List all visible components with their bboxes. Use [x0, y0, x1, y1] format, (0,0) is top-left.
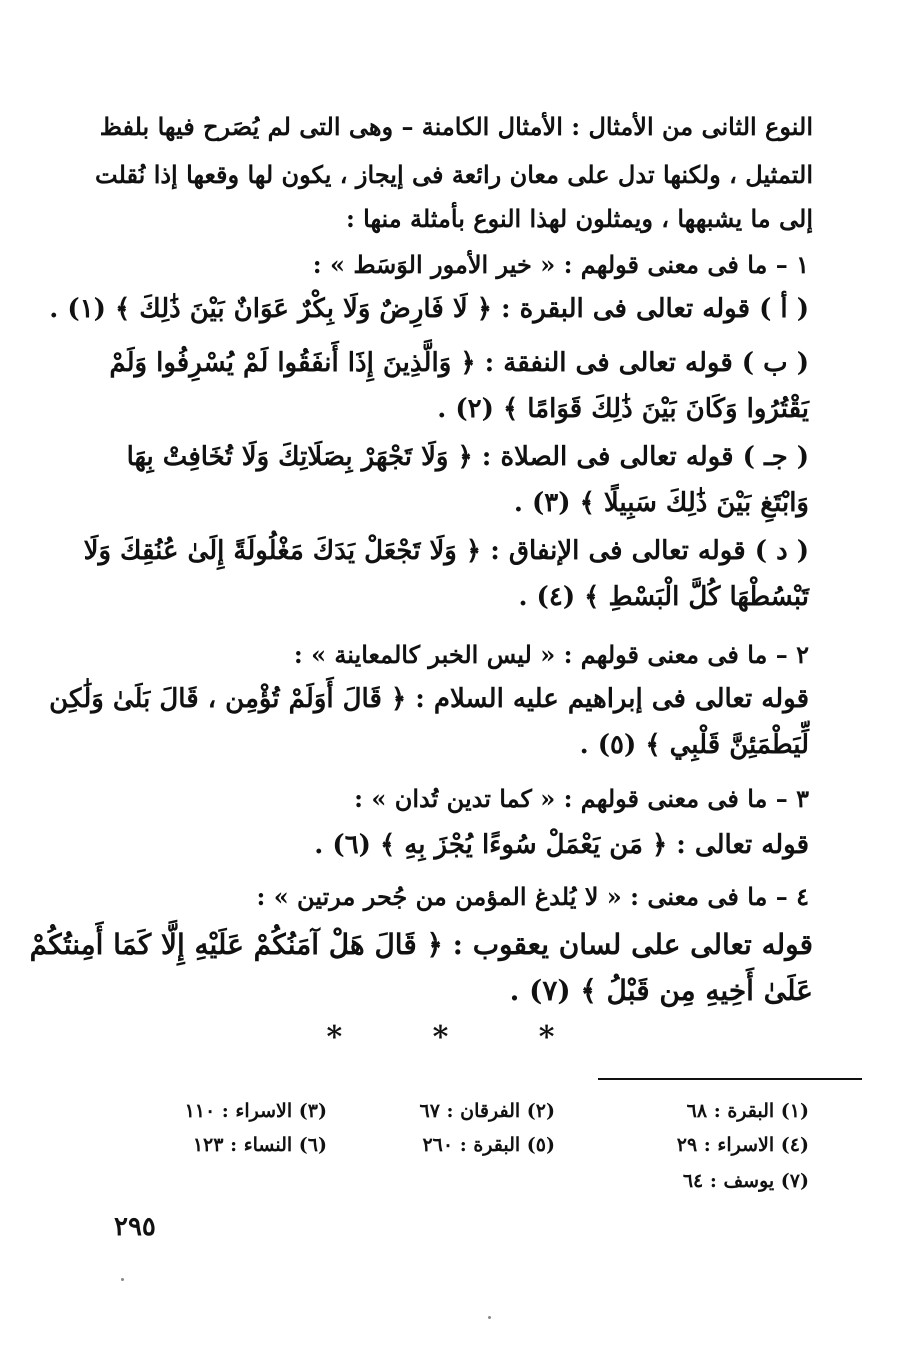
footnote-6: (٦) النساء : ١٢٣: [192, 1134, 327, 1156]
footnote-3: (٣) الاسراء : ١١٠: [184, 1100, 327, 1122]
item1-c-line-1: ( جـ ) قوله تعالى فى الصلاة : ﴿ وَلَا تَجْهَرْ بِصَلَاتِكَ وَلَا تُخَافِتْ بِهَا: [126, 442, 809, 472]
item1-heading: ١ – ما فى معنى قولهم : « خير الأمور الوَسَط » :: [312, 250, 809, 279]
item1-b-line-2: يَقْتُرُوا وَكَانَ بَيْنَ ذَٰلِكَ قَوَامًا ﴾ (٢) .: [437, 394, 809, 424]
footnote-1: (١) البقرة : ٦٨: [686, 1100, 809, 1122]
item4-line-2: عَلَىٰ أَخِيهِ مِن قَبْلُ ﴾ (٧) .: [509, 974, 813, 1007]
page-number: ٢٩٥: [114, 1212, 156, 1242]
intro-line-2: التمثيل ، ولكنها تدل على معان رائعة فى إيجاز ، يكون لها وقعها إذا نُقلت: [95, 160, 813, 189]
intro-line-1: النوع الثانى من الأمثال : الأمثال الكامنة – وهى التى لم يُصَرح فيها بلفظ: [99, 112, 813, 141]
item2-line-2: لِّيَطْمَئِنَّ قَلْبِي ﴾ (٥) .: [579, 730, 809, 760]
item2-line-1: قوله تعالى فى إبراهيم عليه السلام : ﴿ قَالَ أَوَلَمْ تُؤْمِن ، قَالَ بَلَىٰ وَلَٰكِن: [49, 684, 809, 714]
item3-heading: ٣ – ما فى معنى قولهم : « كما تدين تُدان » :: [354, 784, 809, 813]
item1-a-verse: ( أ ) قوله تعالى فى البقرة : ﴿ لَا فَارِضٌ وَلَا بِكْرٌ عَوَانٌ بَيْنَ ذَٰلِكَ ﴾ (١) .: [49, 294, 809, 324]
footnote-7: (٧) يوسف : ٦٤: [682, 1170, 809, 1192]
item2-heading: ٢ – ما فى معنى قولهم : « ليس الخبر كالمعاينة » :: [293, 640, 809, 669]
footnote-5: (٥) البقرة : ٢٦٠: [422, 1134, 555, 1156]
item1-d-line-2: تَبْسُطْهَا كُلَّ الْبَسْطِ ﴾ (٤) .: [518, 582, 809, 612]
item1-c-line-2: وَابْتَغِ بَيْنَ ذَٰلِكَ سَبِيلًا ﴾ (٣) .: [513, 488, 809, 518]
item1-b-line-1: ( ب ) قوله تعالى فى النفقة : ﴿ وَالَّذِينَ إِذَا أَنفَقُوا لَمْ يُسْرِفُوا وَلَمْ: [109, 348, 809, 378]
intro-line-3: إلى ما يشبهها ، ويمثلون لهذا النوع بأمثلة منها :: [345, 204, 813, 233]
footnote-2: (٢) الفرقان : ٦٧: [419, 1100, 555, 1122]
item1-d-line-1: ( د ) قوله تعالى فى الإنفاق : ﴿ وَلَا تَجْعَلْ يَدَكَ مَغْلُولَةً إِلَىٰ عُنُقِكَ وَلَا: [83, 536, 809, 566]
item3-verse: قوله تعالى : ﴿ مَن يَعْمَلْ سُوءًا يُجْزَ بِهِ ﴾ (٦) .: [314, 830, 809, 860]
section-separator: * * *: [326, 1020, 595, 1055]
scan-speck: [488, 1316, 491, 1319]
item4-line-1: قوله تعالى على لسان يعقوب : ﴿ قَالَ هَلْ آمَنُكُمْ عَلَيْهِ إِلَّا كَمَا أَمِنتُكُمْ: [29, 928, 813, 961]
footnote-divider: [598, 1078, 862, 1080]
scan-speck: [121, 1278, 124, 1281]
footnote-4: (٤) الاسراء : ٢٩: [676, 1134, 809, 1156]
item4-heading: ٤ – ما فى معنى : « لا يُلدغ المؤمن من جُحر مرتين » :: [256, 882, 809, 911]
